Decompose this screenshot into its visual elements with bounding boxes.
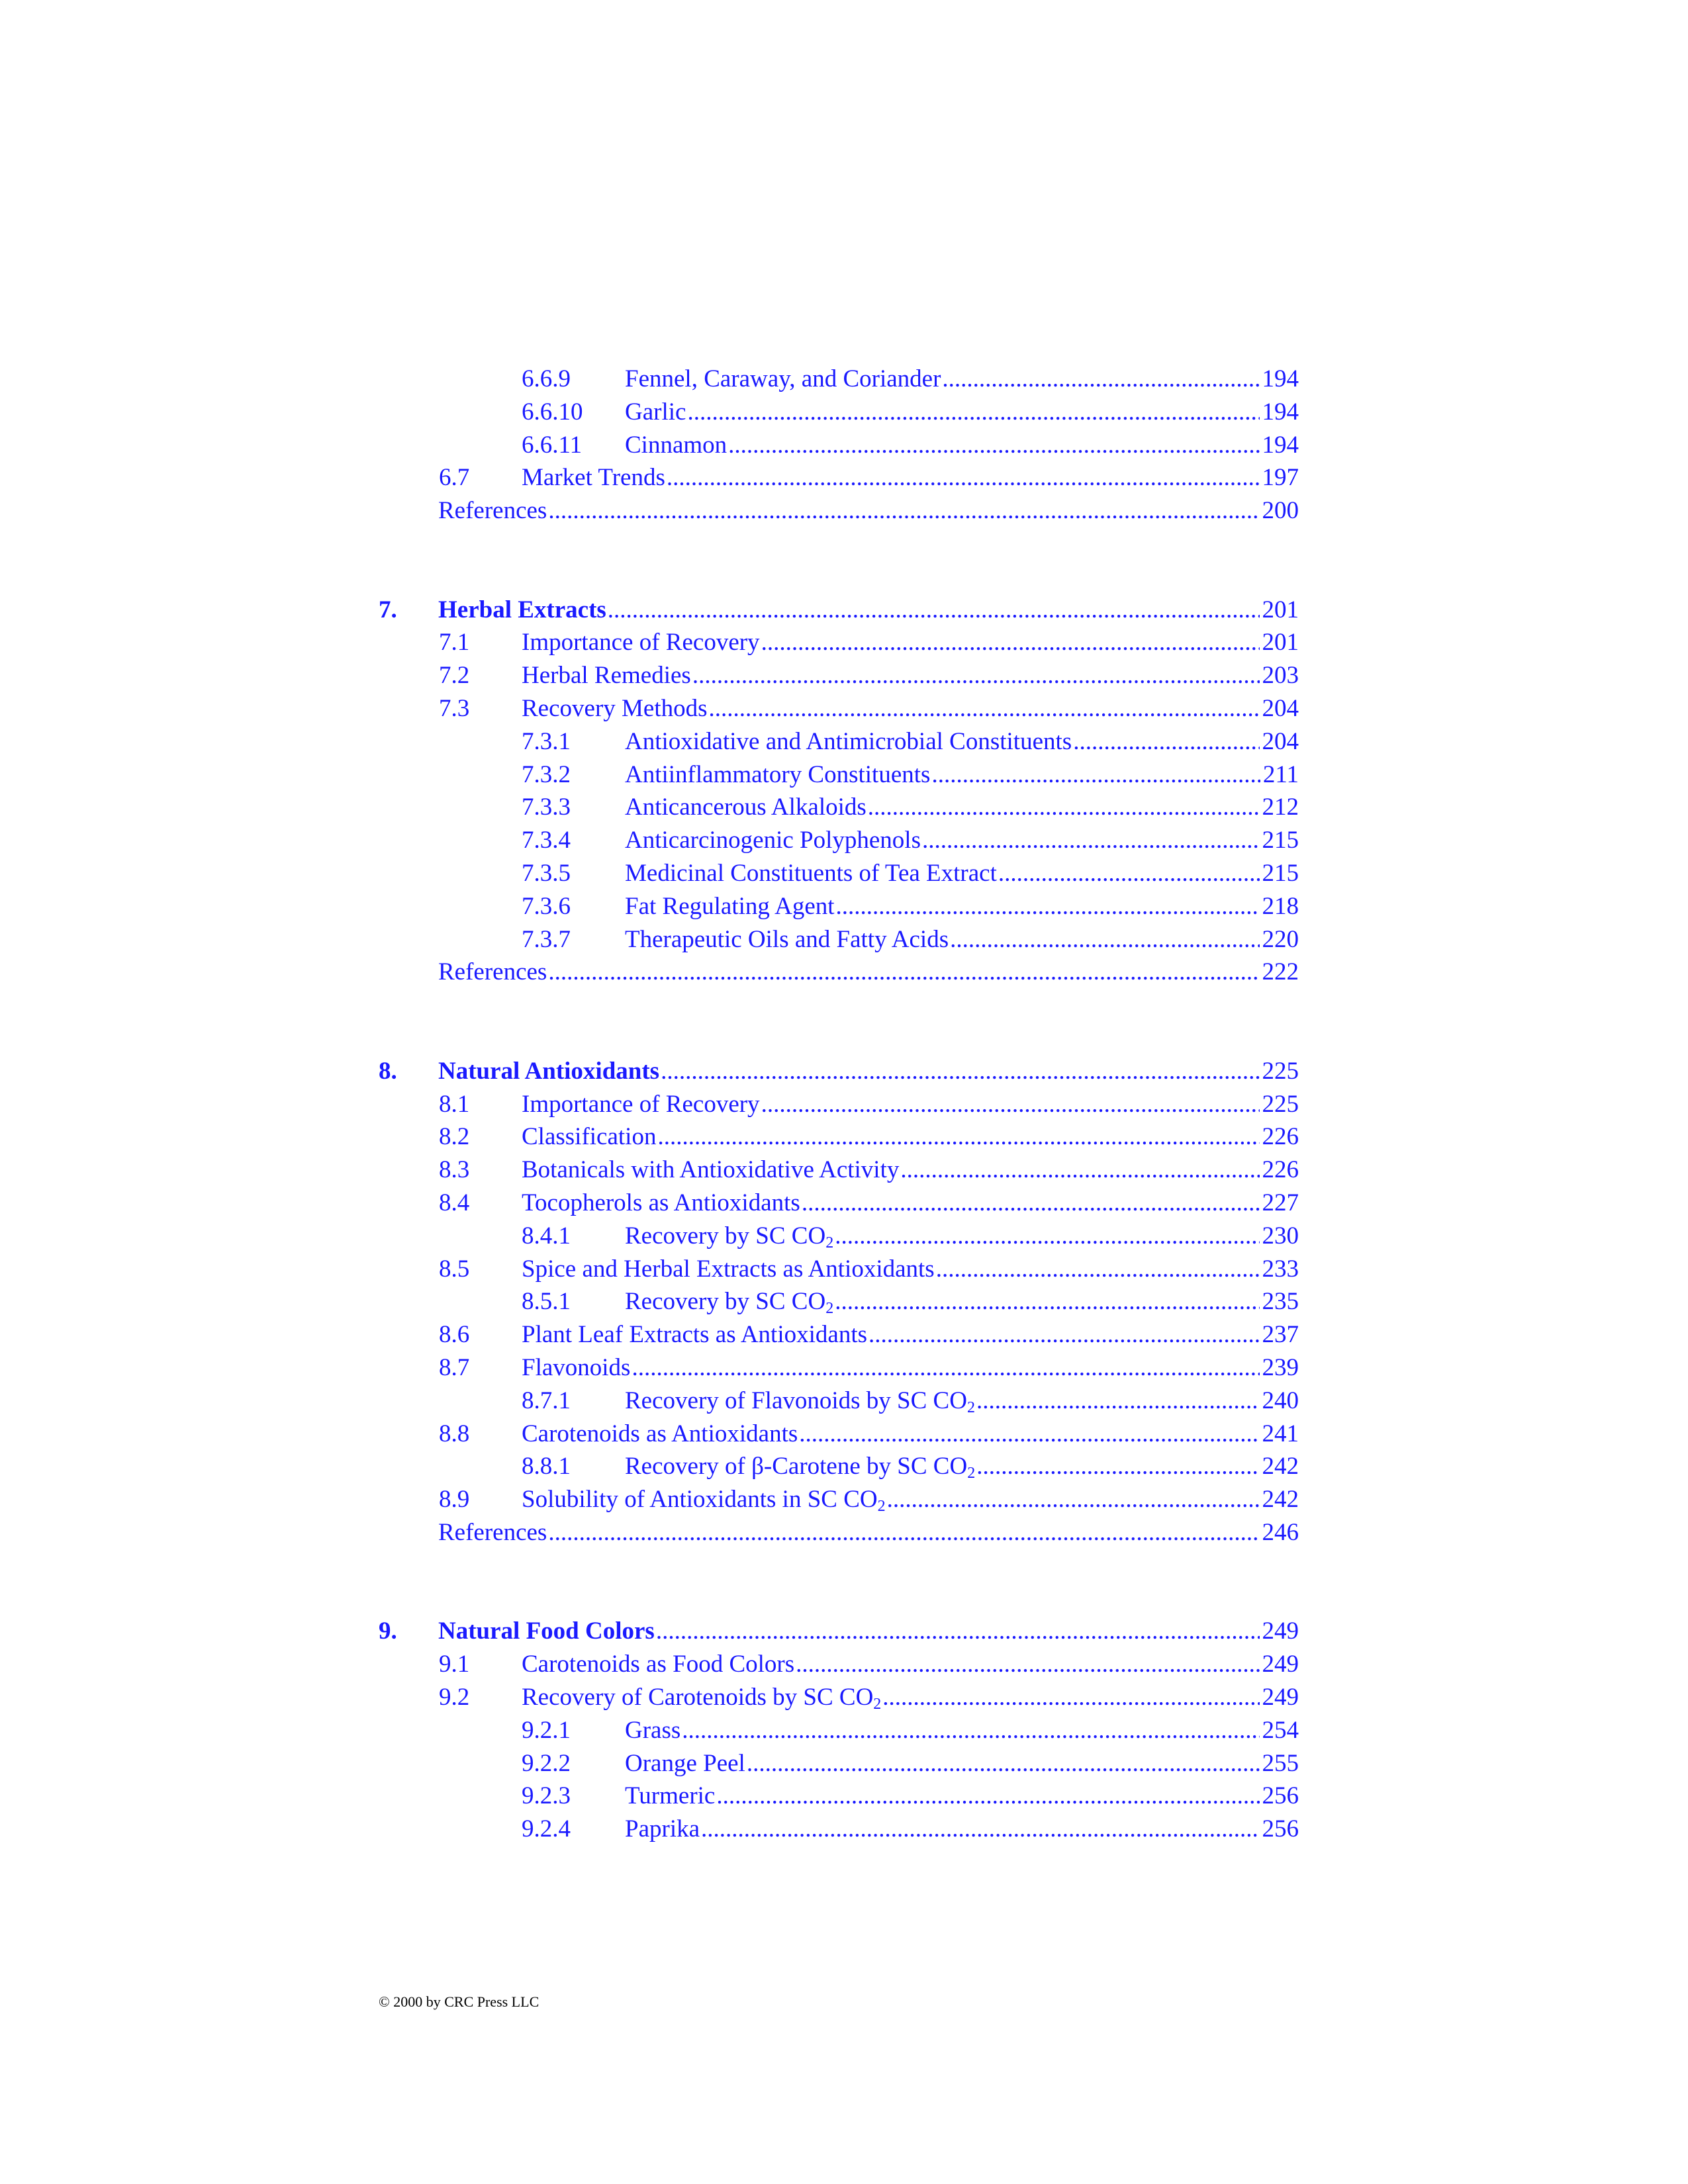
toc-entry-title-subscript: 2 — [966, 1399, 975, 1416]
toc-entry-number: 8.1 — [439, 1091, 470, 1118]
dot-leader — [661, 1055, 1259, 1088]
toc-entry-page-number: 235 — [1262, 1288, 1299, 1315]
toc-entry-title — [522, 1483, 886, 1516]
toc-entry-title — [625, 429, 727, 462]
toc-entry-title-text: Classification — [522, 1123, 657, 1150]
toc-entry[interactable] — [0, 1253, 1688, 1286]
toc-entry-title-text: Anticarcinogenic Polyphenols — [625, 827, 921, 854]
toc-entry-page-number: 211 — [1262, 761, 1299, 788]
toc-entry-title — [522, 1120, 656, 1154]
toc-entry-title — [625, 1813, 700, 1846]
toc-entry-page-number: 237 — [1262, 1321, 1299, 1348]
toc-entry-page-number: 194 — [1262, 365, 1299, 392]
toc-entry[interactable] — [0, 1418, 1688, 1451]
toc-entry[interactable] — [0, 429, 1688, 462]
toc-entry-title-text: Carotenoids as Antioxidants — [522, 1420, 798, 1447]
toc-entry-title — [625, 725, 1072, 758]
dot-leader — [761, 626, 1260, 659]
toc-entry[interactable] — [0, 1351, 1688, 1385]
toc-entry-page-number: 240 — [1262, 1387, 1299, 1414]
toc-entry-number: 7.3 — [439, 695, 470, 722]
toc-entry-page-number: 255 — [1262, 1750, 1299, 1777]
dot-leader — [548, 494, 1259, 527]
toc-entry-page-number: 249 — [1262, 1651, 1299, 1678]
toc-entry-number: 9.2.3 — [522, 1782, 571, 1809]
toc-entry-title-text: Orange Peel — [625, 1750, 745, 1777]
toc-entry-title-subscript: 2 — [877, 1498, 886, 1515]
toc-entry-number: 8.7.1 — [522, 1387, 571, 1414]
dot-leader — [548, 1516, 1259, 1549]
toc-entry[interactable] — [0, 1220, 1688, 1253]
dot-leader — [931, 758, 1260, 792]
toc-entry-title-text: Solubility of Antioxidants in SC CO — [522, 1486, 878, 1513]
toc-entry-page-number: 215 — [1262, 860, 1299, 887]
dot-leader — [799, 1418, 1259, 1451]
toc-entry-page-number: 197 — [1262, 464, 1299, 491]
toc-entry-title — [522, 692, 708, 725]
toc-entry-title — [625, 923, 949, 956]
dot-leader — [887, 1483, 1260, 1516]
toc-entry-number: 6.6.11 — [522, 432, 583, 459]
toc-entry-number: 8.5.1 — [522, 1288, 571, 1315]
toc-entry-title-text: Fat Regulating Agent — [625, 893, 835, 920]
toc-entry[interactable] — [0, 1813, 1688, 1846]
toc-entry-title — [522, 1253, 935, 1286]
toc-entry-title-text: References — [438, 1519, 547, 1546]
toc-entry-page-number: 256 — [1262, 1782, 1299, 1809]
dot-leader — [761, 1088, 1260, 1121]
toc-entry[interactable] — [0, 692, 1688, 725]
toc-entry-page-number: 222 — [1262, 958, 1299, 985]
toc-entry-number: 9.2 — [439, 1684, 470, 1711]
toc-entry[interactable] — [0, 396, 1688, 429]
toc-entry-page-number: 233 — [1262, 1255, 1299, 1283]
toc-entry-title-subscript: 2 — [825, 1300, 834, 1317]
toc-entry-number: 7.3.5 — [522, 860, 571, 887]
toc-entry-title-text: References — [438, 958, 547, 985]
toc-entry-page-number: 241 — [1262, 1420, 1299, 1447]
toc-chapter-entry[interactable] — [0, 1615, 1688, 1648]
toc-entry-title-text: Recovery by SC CO — [625, 1222, 826, 1250]
dot-leader — [868, 1318, 1260, 1351]
toc-entry-title-text: Fennel, Caraway, and Coriander — [625, 365, 941, 392]
toc-entry-page-number: 249 — [1262, 1617, 1299, 1645]
toc-entry-title — [522, 1187, 800, 1220]
toc-entry-number: 8.9 — [439, 1486, 470, 1513]
dot-leader — [976, 1385, 1260, 1418]
toc-entry[interactable] — [0, 1681, 1688, 1714]
toc-entry-title-text: Importance of Recovery — [522, 1091, 760, 1118]
toc-entry-title-text: Garlic — [625, 398, 686, 426]
dot-leader — [835, 1285, 1259, 1318]
toc-entry-number: 8.3 — [439, 1156, 470, 1183]
toc-entry-number: 6.7 — [439, 464, 470, 491]
toc-entry-title-subscript: 2 — [825, 1234, 834, 1251]
toc-entry-number: 7.3.3 — [522, 794, 571, 821]
dot-leader — [976, 1450, 1259, 1483]
toc-entry-title — [522, 659, 691, 692]
toc-entry-page-number: 201 — [1262, 596, 1299, 623]
toc-entry-page-number: 254 — [1262, 1717, 1299, 1744]
toc-entry-title — [522, 461, 665, 494]
dot-leader — [747, 1747, 1260, 1780]
toc-entry-page-number: 239 — [1262, 1354, 1299, 1381]
toc-entry[interactable] — [0, 1747, 1688, 1780]
toc-entry-page-number: 204 — [1262, 695, 1299, 722]
toc-entry[interactable] — [0, 791, 1688, 824]
toc-entry-title-text: Natural Food Colors — [438, 1617, 655, 1645]
toc-entry[interactable] — [0, 1285, 1688, 1318]
toc-entry-title — [438, 494, 547, 527]
toc-entry[interactable] — [0, 956, 1688, 989]
toc-entry-title-text: Recovery of Carotenoids by SC CO — [522, 1684, 874, 1711]
toc-entry[interactable] — [0, 725, 1688, 758]
toc-entry-number: 7.3.1 — [522, 728, 571, 755]
toc-entry-number: 8.6 — [439, 1321, 470, 1348]
dot-leader — [716, 1780, 1259, 1813]
toc-entry-title — [522, 1318, 867, 1351]
toc-entry-page-number: 212 — [1262, 794, 1299, 821]
toc-entry[interactable] — [0, 1088, 1688, 1121]
toc-entry-number: 8.4.1 — [522, 1222, 571, 1250]
toc-entry-number: 7.3.2 — [522, 761, 571, 788]
dot-leader — [667, 461, 1260, 494]
dot-leader — [709, 692, 1260, 725]
dot-leader — [942, 363, 1259, 396]
toc-entry-title-text: Anticancerous Alkaloids — [625, 794, 867, 821]
dot-leader — [950, 923, 1259, 956]
toc-entry-number: 7. — [379, 596, 397, 623]
toc-entry[interactable] — [0, 758, 1688, 792]
toc-entry-title-text: Plant Leaf Extracts as Antioxidants — [522, 1321, 867, 1348]
toc-entry-title-text: Recovery Methods — [522, 695, 708, 722]
toc-entry-title-text: Importance of Recovery — [522, 629, 760, 656]
toc-entry-title-text: References — [438, 497, 547, 524]
toc-entry[interactable] — [0, 923, 1688, 956]
toc-entry-title-text: Turmeric — [625, 1782, 716, 1809]
toc-entry-page-number: 204 — [1262, 728, 1299, 755]
toc-entry-page-number: 227 — [1262, 1189, 1299, 1216]
toc-entry-page-number: 242 — [1262, 1486, 1299, 1513]
toc-entry-number: 8.5 — [439, 1255, 470, 1283]
toc-entry-page-number: 226 — [1262, 1156, 1299, 1183]
toc-entry-title — [625, 1747, 745, 1780]
toc-entry[interactable] — [0, 857, 1688, 890]
toc-entry-title-text: Herbal Extracts — [438, 596, 606, 623]
toc-entry-title — [438, 594, 606, 627]
toc-entry-title-text: Recovery of β-Carotene by SC CO — [625, 1453, 968, 1480]
toc-entry-title — [522, 1154, 899, 1187]
dot-leader — [836, 890, 1260, 923]
toc-entry-number: 8. — [379, 1058, 397, 1085]
toc-entry-number: 7.3.4 — [522, 827, 571, 854]
toc-entry-title — [625, 1450, 975, 1483]
toc-entry-title — [438, 1055, 659, 1088]
dot-leader — [882, 1681, 1259, 1714]
toc-entry-title-subscript: 2 — [873, 1696, 882, 1713]
toc-entry[interactable] — [0, 626, 1688, 659]
toc-entry-page-number: 249 — [1262, 1684, 1299, 1711]
toc-entry-title — [625, 1714, 680, 1747]
toc-entry-title — [438, 956, 547, 989]
toc-entry-page-number: 194 — [1262, 432, 1299, 459]
toc-entry[interactable] — [0, 1516, 1688, 1549]
dot-leader — [701, 1813, 1259, 1846]
toc-entry-title — [625, 824, 921, 857]
toc-entry-title — [625, 363, 941, 396]
toc-entry[interactable] — [0, 1187, 1688, 1220]
toc-entry-title-text: Natural Antioxidants — [438, 1058, 660, 1085]
toc-entry-number: 9.2.2 — [522, 1750, 571, 1777]
toc-entry-page-number: 203 — [1262, 662, 1299, 689]
toc-entry-number: 9.2.1 — [522, 1717, 571, 1744]
toc-entry-page-number: 220 — [1262, 926, 1299, 953]
dot-leader — [692, 659, 1260, 692]
toc-entry-title — [625, 1285, 833, 1318]
toc-entry-title — [625, 1220, 833, 1253]
toc-entry-number: 9.1 — [439, 1651, 470, 1678]
toc-entry-page-number: 200 — [1262, 497, 1299, 524]
toc-entry-title-subscript: 2 — [967, 1465, 976, 1482]
toc-entry[interactable] — [0, 1450, 1688, 1483]
dot-leader — [548, 956, 1259, 989]
toc-entry-title — [438, 1516, 547, 1549]
dot-leader — [632, 1351, 1259, 1385]
dot-leader — [835, 1220, 1259, 1253]
toc-entry-number: 8.7 — [439, 1354, 470, 1381]
toc-entry-page-number: 242 — [1262, 1453, 1299, 1480]
toc-chapter-entry[interactable] — [0, 1055, 1688, 1088]
toc-entry-title — [625, 396, 686, 429]
toc-entry-number: 9.2.4 — [522, 1815, 571, 1843]
toc-entry-page-number: 194 — [1262, 398, 1299, 426]
toc-entry-title-text: Grass — [625, 1717, 681, 1744]
dot-leader — [868, 791, 1260, 824]
toc-entry-title-text: Recovery of Flavonoids by SC CO — [625, 1387, 967, 1414]
toc-entry-title-text: Carotenoids as Food Colors — [522, 1651, 795, 1678]
toc-entry-number: 7.3.6 — [522, 893, 571, 920]
toc-entry[interactable] — [0, 1385, 1688, 1418]
toc-entry[interactable] — [0, 659, 1688, 692]
toc-entry-title — [438, 1615, 655, 1648]
toc-entry-title — [625, 758, 930, 792]
toc-entry[interactable] — [0, 494, 1688, 527]
toc-entry[interactable] — [0, 1780, 1688, 1813]
dot-leader — [608, 594, 1260, 627]
toc-entry-number: 8.2 — [439, 1123, 470, 1150]
toc-entry-title — [625, 791, 867, 824]
toc-entry-page-number: 230 — [1262, 1222, 1299, 1250]
toc-entry[interactable] — [0, 1120, 1688, 1154]
toc-entry-title-text: Market Trends — [522, 464, 665, 491]
toc-entry-page-number: 246 — [1262, 1519, 1299, 1546]
toc-entry-number: 8.8.1 — [522, 1453, 571, 1480]
dot-leader — [656, 1615, 1260, 1648]
toc-entry[interactable] — [0, 1318, 1688, 1351]
dot-leader — [922, 824, 1260, 857]
toc-entry-number: 6.6.9 — [522, 365, 571, 392]
copyright-notice: © 2000 by CRC Press LLC — [379, 1993, 539, 2010]
toc-entry-title — [625, 890, 835, 923]
toc-entry-number: 8.4 — [439, 1189, 470, 1216]
dot-leader — [728, 429, 1259, 462]
toc-entry-title — [625, 1780, 715, 1813]
toc-entry-title-text: Therapeutic Oils and Fatty Acids — [625, 926, 949, 953]
toc-entry-page-number: 201 — [1262, 629, 1299, 656]
toc-entry-number: 7.3.7 — [522, 926, 571, 953]
toc-entry-title — [625, 857, 997, 890]
toc-entry-title — [522, 1351, 630, 1385]
dot-leader — [998, 857, 1260, 890]
toc-entry-title-text: Flavonoids — [522, 1354, 631, 1381]
toc-entry[interactable] — [0, 1483, 1688, 1516]
toc-entry[interactable] — [0, 890, 1688, 923]
toc-entry-page-number: 218 — [1262, 893, 1299, 920]
toc-entry-title-text: Tocopherols as Antioxidants — [522, 1189, 800, 1216]
toc-entry-title-text: Cinnamon — [625, 432, 727, 459]
toc-entry-page-number: 256 — [1262, 1815, 1299, 1843]
dot-leader — [796, 1648, 1259, 1681]
toc-entry-page-number: 225 — [1262, 1091, 1299, 1118]
dot-leader — [682, 1714, 1259, 1747]
dot-leader — [687, 396, 1259, 429]
dot-leader — [936, 1253, 1260, 1286]
toc-entry-page-number: 225 — [1262, 1058, 1299, 1085]
toc-entry-title-text: Botanicals with Antioxidative Activity — [522, 1156, 900, 1183]
dot-leader — [802, 1187, 1260, 1220]
toc-entry[interactable] — [0, 461, 1688, 494]
toc-entry-title-text: Antiinflammatory Constituents — [625, 761, 931, 788]
toc-entry-number: 8.8 — [439, 1420, 470, 1447]
toc-entry-title-text: Herbal Remedies — [522, 662, 691, 689]
toc-entry[interactable] — [0, 824, 1688, 857]
toc-entry[interactable] — [0, 363, 1688, 396]
toc-entry-page-number: 226 — [1262, 1123, 1299, 1150]
toc-entry-number: 6.6.10 — [522, 398, 583, 426]
toc-entry-number: 7.2 — [439, 662, 470, 689]
dot-leader — [900, 1154, 1259, 1187]
toc-entry-title — [625, 1385, 975, 1418]
toc-entry-title — [522, 1681, 881, 1714]
toc-entry[interactable] — [0, 1154, 1688, 1187]
toc-entry-title-text: Paprika — [625, 1815, 700, 1843]
toc-entry-title — [522, 626, 760, 659]
toc-entry[interactable] — [0, 1714, 1688, 1747]
toc-entry-title — [522, 1648, 794, 1681]
toc-entry-title-text: Spice and Herbal Extracts as Antioxidants — [522, 1255, 935, 1283]
toc-chapter-entry[interactable] — [0, 594, 1688, 627]
toc-entry-page-number: 215 — [1262, 827, 1299, 854]
toc-entry-title — [522, 1088, 760, 1121]
toc-entry-number: 7.1 — [439, 629, 470, 656]
dot-leader — [657, 1120, 1259, 1154]
toc-entry-title-text: Recovery by SC CO — [625, 1288, 826, 1315]
toc-entry[interactable] — [0, 1648, 1688, 1681]
toc-entry-number: 9. — [379, 1617, 397, 1645]
toc-entry-title-text: Antioxidative and Antimicrobial Constituents — [625, 728, 1072, 755]
toc-entry-title-text: Medicinal Constituents of Tea Extract — [625, 860, 997, 887]
dot-leader — [1073, 725, 1259, 758]
toc-entry-title — [522, 1418, 798, 1451]
